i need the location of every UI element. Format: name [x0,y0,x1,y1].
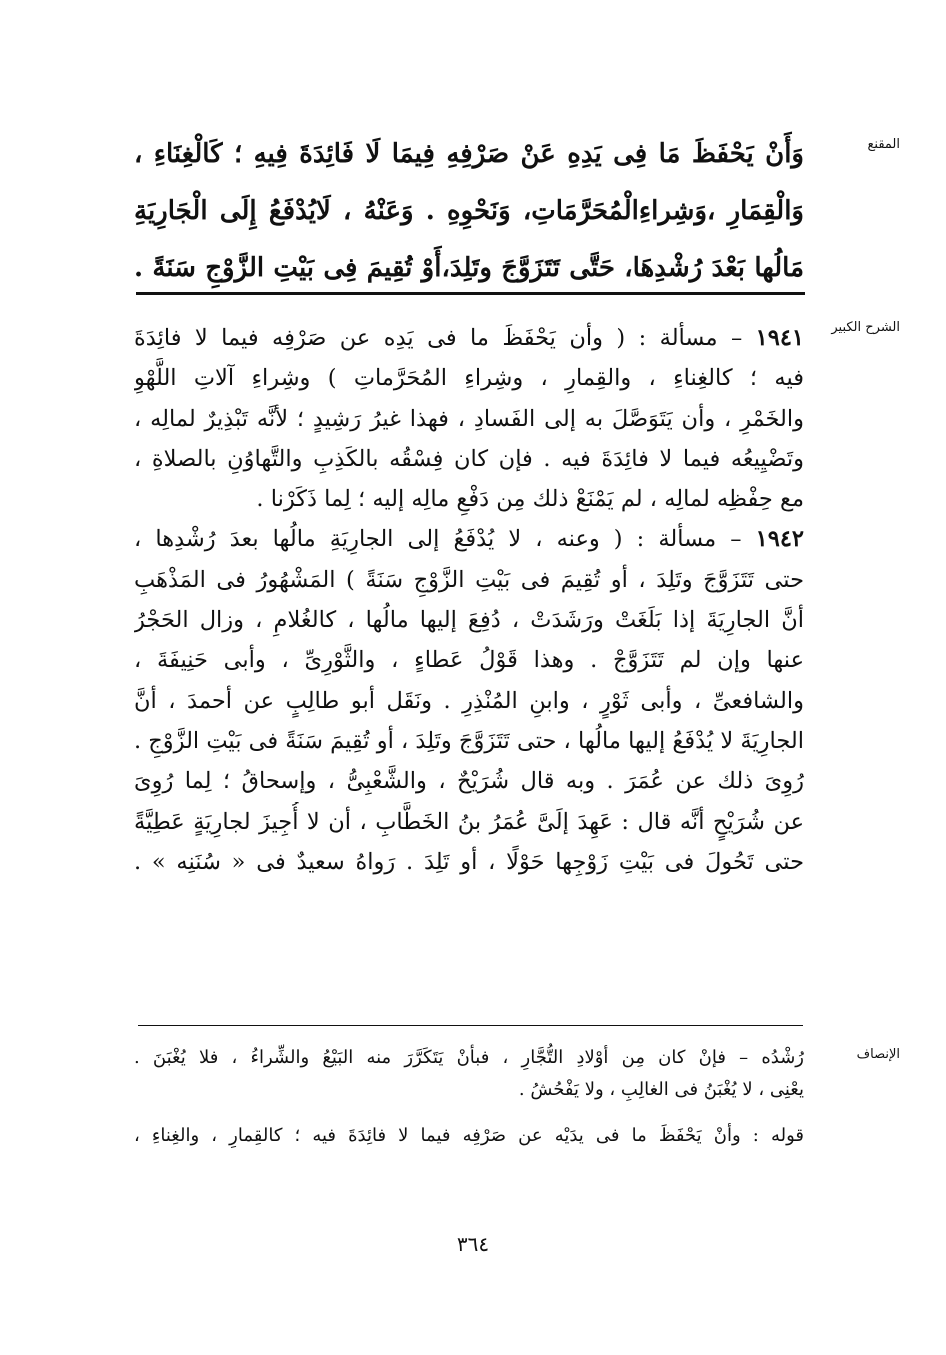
sharh-line: الجارِيَةَ لا يُدْفَعُ إليها مالُها ، حتى تَتَزَوَّجَ وتَلِدَ ، أو تُقِيمَ سَنَةً فى بَيْتِ الزَّوْجِ . [134,727,804,754]
insaf-line: قوله : وأنْ يَحْفَظَ ما فى يدَيْه عن صَرْفِه فيما لا فائِدَةَ فيه ؛ كالقِمارِ ، والغِناءِ ، [134,1125,804,1146]
insaf-line: رُشْدُه – فإنْ كان مِن أوْلادِ التُّجَّارِ ، فبأنْ يَتَكَرَّرَ منه البَيْعُ والشِّراءُ ، فلا يُغْبَنَ . [134,1047,804,1068]
issue-number: ١٩٤٢ [755,526,804,553]
section-divider [136,292,805,295]
muqni-label: المقنع [867,137,900,152]
sharh-line: أنَّ الجارِيَةَ إذا بَلَغَتْ ورَشَدَتْ ، دُفِعَ إليها مالُها ، كالغُلامِ ، وزال الحَجْرُ [134,607,804,634]
sharh-label: الشرح الكبير [831,320,900,335]
sharh-para2-first-line [134,519,804,559]
sharh-line: عن شُرَيْحٍ أنَّه قال : عَهِدَ إلَىَّ عُمَرُ بنُ الخَطَّابِ ، أن لا أُجِيزَ لجارِيَةٍ عَطِيَّةً [134,808,804,835]
muqni-line: وَأَنْ يَحْفَظَ مَا فِى يَدِهِ عَنْ صَرْفِهِ فِيمَا لَا فَائِدَةَ فِيهِ ؛ كَالْغِنَاءِ ، [134,139,804,169]
issue-number: ١٩٤١ [755,325,804,351]
sharh-text [134,318,804,882]
sharh-line: عنها وإن لم تَتَزَوَّجْ . وهذا قَوْلُ عَطاءٍ ، والثَّوْرِىِّ ، وأبى حَنِيفَةَ ، [134,647,804,674]
sharh-line: وتَضْيِيعُه فيما لا فائِدَةَ فيه . فإن كان فِسْقُه بالكَذِبِ والتَّهاوُنِ بالصلاةِ ، [134,445,804,472]
sharh-para1-heading: – مسألة : ( وأن يَحْفَظَ ما فى يَدِه عن صَرْفِه فيما لا فائِدَةَ [134,325,743,351]
insaf-label: الإنصاف [856,1047,900,1062]
sharh-line: حتى تَحُولَ فى بَيْتِ زَوْجِها حَوْلًا ، أو تَلِدَ . رَواهُ سعيدٌ فى « سُنَنِه » . [134,848,804,875]
sharh-line: حتى تَتَزَوَّجَ وتَلِدَ ، أو تُقِيمَ فى بَيْتِ الزَّوْجِ سَنَةً ) المَشْهُورُ فى المَذْهَبِ [134,566,804,593]
page-number: ٣٦٤ [456,1232,490,1256]
insaf-line: يعْنِى ، لا يُغْبَنُ فى الغالِبِ ، ولا يَفْحُشُ . [518,1079,804,1100]
sharh-para2-heading: – مسألة : ( وعنه ، لا يُدْفَعُ إلى الجارِيَةِ مالُها بعدَ رُشْدِها ، [134,526,742,553]
section-divider [138,1025,803,1026]
sharh-line: رُوِىَ ذلك عن عُمَرَ . وبه قال شُرَيْحٌ ، والشَّعْبِىُّ ، وإسحاقُ ؛ لِما رُوِىَ [134,768,804,795]
sharh-line: والخَمْرِ ، وأن يَتَوَصَّلَ به إلى الفَسادِ ، فهذا غيرُ رَشِيدٍ ؛ لأنَّه تَبْذِيرٌ لمالِه ، [134,405,804,432]
insaf-text [134,1042,804,1152]
sharh-line: والشافعىِّ ، وأبى ثَوْرٍ ، وابنِ المُنْذِرِ . ونَقَل أبو طالِبٍ عن أحمدَ ، أنَّ [134,687,804,714]
muqni-text [134,126,804,297]
muqni-line: مَالُها بَعْدَ رُشْدِهَا، حَتَّى تَتَزَوَّجَ وتَلِدَ،أَوْ تُقِيمَ فِى بَيْتِ الزَّوْجِ سَنَةً . [134,253,804,283]
muqni-line: وَالْقِمَارِ ،وَشِراءِالْمُحَرَّمَاتِ، وَنَحْوِهِ . وَعَنْهُ ، لَايُدْفَعُ إِلَى الْجَارِيَةِ [134,196,804,226]
sharh-para1-first-line [134,318,804,358]
sharh-line: مع حِفْظِه لمالِه ، لم يَمْنَعْ ذلك مِن دَفْعِ مالِه إليه ؛ لِما ذَكَرْنا . [256,486,804,513]
sharh-line: فيه ؛ كالغِناءِ ، والقِمارِ ، وشِراءِ المُحَرَّماتِ ) وشِراءِ آلاتِ اللَّهْوِ [134,365,804,392]
